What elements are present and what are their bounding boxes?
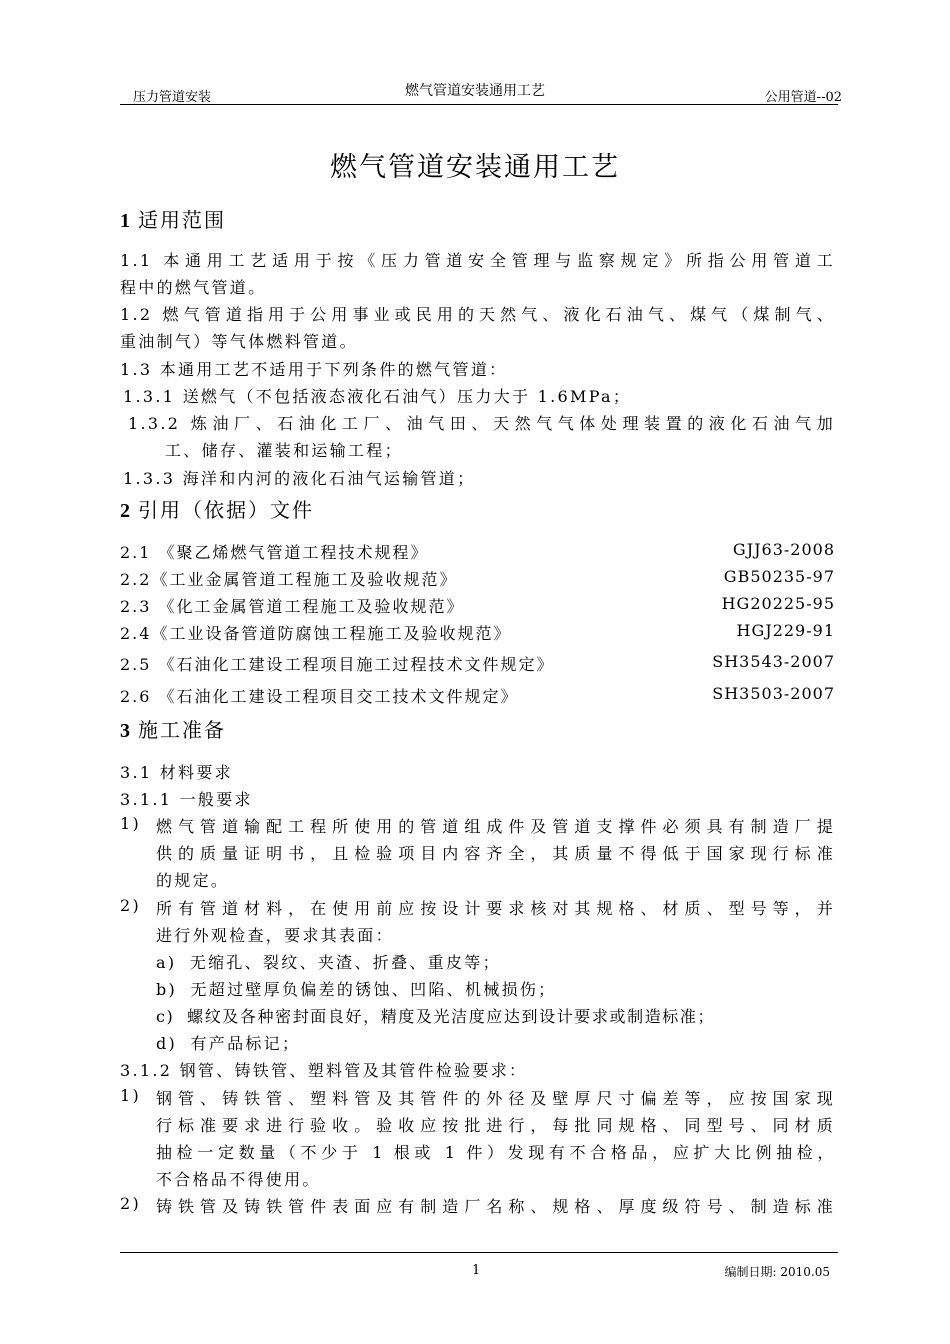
header-right: 公用管道--02 <box>764 90 842 105</box>
reference-title: 2.4《工业设备管道防腐蚀工程施工及验收规范》 <box>120 624 512 643</box>
paragraph-line: 1.1 本通用工艺适用于按《压力管道安全管理与监察规定》所指公用管道工 <box>120 251 835 270</box>
sub-list-number: d) <box>156 1034 178 1053</box>
list-item-line: 行标准要求进行验收。验收应按批进行，每批同规格、同型号、同材质 <box>156 1116 835 1135</box>
paragraph-line: 1.2 燃气管道指用于公用事业或民用的天然气、液化石油气、煤气（煤制气、 <box>120 305 835 324</box>
header-center: 燃气管道安装通用工艺 <box>405 83 545 99</box>
section-2-number: 2 <box>120 500 132 522</box>
section-3-heading <box>120 714 226 743</box>
subsection-heading: 3.1 材料要求 <box>120 763 233 782</box>
sub-list-number: c) <box>156 1007 175 1026</box>
list-item-line: 钢管、铸铁管、塑料管及其管件的外径及壁厚尺寸偏差等，应按国家现 <box>156 1089 835 1108</box>
list-item-line: 铸铁管及铸铁管件表面应有制造厂名称、规格、厚度级符号、制造标准 <box>156 1197 835 1216</box>
compile-date: 编制日期: 2010.05 <box>724 1265 830 1279</box>
sub-list-text: 无超过壁厚负偏差的锈蚀、凹陷、机械损伤； <box>190 980 557 999</box>
sub-list-text: 无缩孔、裂纹、夹渣、折叠、重皮等； <box>189 953 501 972</box>
sub-list-text: 螺纹及各种密封面良好，精度及光洁度应达到设计要求或制造标准； <box>187 1007 716 1026</box>
section-2-title: 引用（依据）文件 <box>138 498 314 522</box>
reference-item <box>120 652 835 675</box>
section-3-number: 3 <box>120 720 132 742</box>
list-item-number: 1) <box>120 1086 142 1105</box>
subsection-heading: 3.1.1 一般要求 <box>120 790 253 809</box>
sub-list-number: b) <box>156 980 178 999</box>
list-item-line: 的规定。 <box>156 871 230 890</box>
list-item-line: 供的质量证明书，且检验项目内容齐全，其质量不得低于国家现行标准 <box>156 844 835 863</box>
paragraph-line: 重油制气）等气体燃料管道。 <box>120 332 358 351</box>
section-1-number: 1 <box>120 210 132 232</box>
section-1-heading <box>120 204 226 233</box>
reference-code: HGJ229-91 <box>736 621 835 640</box>
paragraph-line: 程中的燃气管道。 <box>120 278 267 297</box>
paragraph-line: 工、储存、灌装和运输工程； <box>165 441 403 460</box>
sub-list-item <box>156 950 871 973</box>
reference-code: HG20225-95 <box>721 594 835 613</box>
paragraph-line: 1.3.2 炼油厂、石油化工厂、油气田、天然气气体处理装置的液化石油气加 <box>128 414 835 433</box>
reference-title: 2.1 《聚乙烯燃气管道工程技术规程》 <box>120 543 429 562</box>
sub-list-item <box>156 1004 871 1027</box>
reference-item <box>120 540 835 563</box>
list-item-line: 燃气管道输配工程所使用的管道组成件及管道支撑件必须具有制造厂提 <box>156 817 835 836</box>
page-number: 1 <box>472 1263 481 1278</box>
document-title: 燃气管道安装通用工艺 <box>330 152 620 183</box>
sub-list-item <box>156 1031 871 1054</box>
list-item-number: 2) <box>120 896 142 915</box>
subsection-heading: 3.1.2 钢管、铸铁管、塑料管及其管件检验要求： <box>120 1061 528 1080</box>
list-item-line: 抽检一定数量（不少于 1 根或 1 件）发现有不合格品，应扩大比例抽检， <box>156 1143 835 1162</box>
list-item-line: 进行外观检查，要求其表面： <box>156 926 394 945</box>
list-item-line: 不合格品不得使用。 <box>156 1170 321 1189</box>
section-1-title: 适用范围 <box>138 208 226 232</box>
list-item-number: 2) <box>120 1194 142 1213</box>
reference-title: 2.5 《石油化工建设工程项目施工过程技术文件规定》 <box>120 655 555 674</box>
paragraph-line: 1.3.3 海洋和内河的液化石油气运输管道； <box>123 469 476 488</box>
section-2-heading <box>120 494 314 523</box>
sub-list-item <box>156 977 871 1000</box>
sub-list-number: a) <box>156 953 177 972</box>
paragraph-line: 1.3 本通用工艺不适用于下列条件的燃气管道： <box>120 360 508 379</box>
paragraph-line: 1.3.1 送燃气（不包括液态液化石油气）压力大于 1.6MPa； <box>123 387 632 406</box>
reference-title: 2.2《工业金属管道工程施工及验收规范》 <box>120 570 458 589</box>
reference-item <box>120 567 835 590</box>
reference-code: GJJ63-2008 <box>732 540 835 559</box>
section-3-title: 施工准备 <box>138 718 226 742</box>
header-left: 压力管道安装 <box>133 90 212 105</box>
reference-item <box>120 594 835 617</box>
header-rule <box>120 104 838 105</box>
reference-code: GB50235-97 <box>723 567 835 586</box>
reference-title: 2.3 《化工金属管道工程施工及验收规范》 <box>120 597 465 616</box>
sub-list-text: 有产品标记； <box>190 1034 301 1053</box>
reference-item <box>120 621 835 644</box>
reference-title: 2.6 《石油化工建设工程项目交工技术文件规定》 <box>120 687 519 706</box>
reference-code: SH3503-2007 <box>712 684 835 703</box>
footer-rule <box>120 1252 838 1253</box>
reference-code: SH3543-2007 <box>712 652 835 671</box>
list-item-number: 1) <box>120 814 142 833</box>
list-item-line: 所有管道材料，在使用前应按设计要求核对其规格、材质、型号等，并 <box>156 899 835 918</box>
reference-item <box>120 684 835 707</box>
